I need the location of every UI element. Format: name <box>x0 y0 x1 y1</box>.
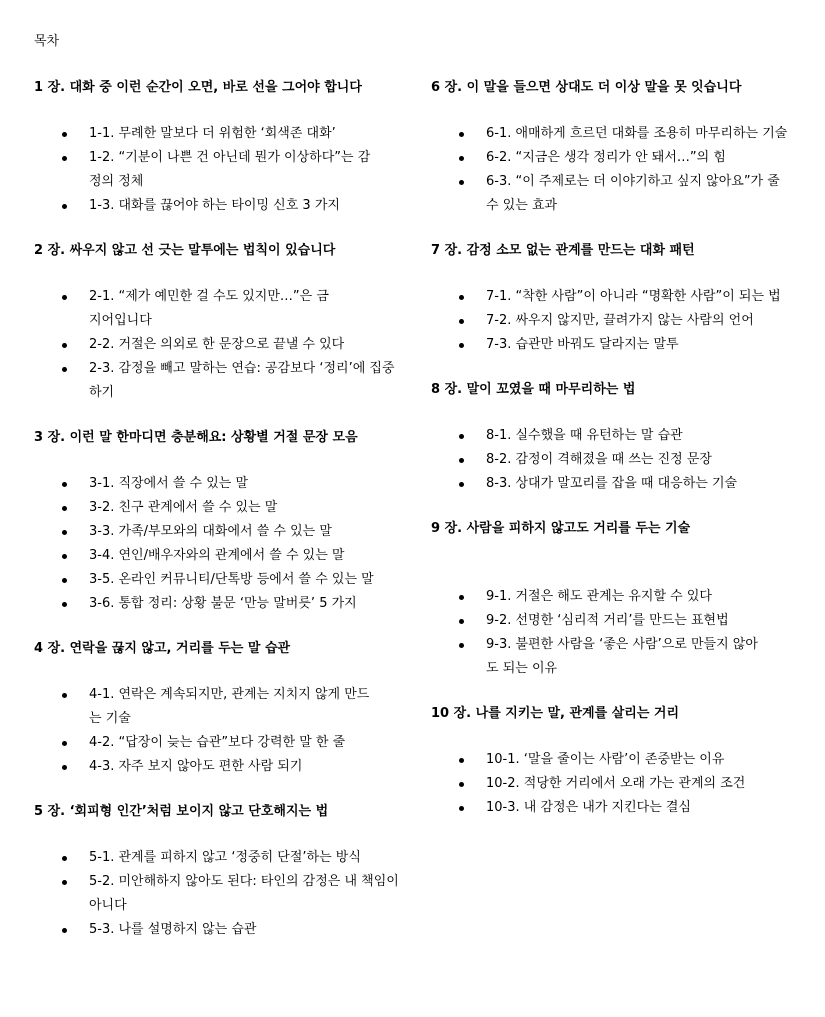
toc-item-text: 1-2. “기분이 나쁜 건 아닌데 뭔가 이상하다”는 감정의 정체 <box>89 150 371 189</box>
toc-item-text: 5-2. 미안해하지 않아도 된다: 타인의 감정은 내 책임이 아니다 <box>89 874 399 913</box>
toc-item-text: 1-1. 무례한 말보다 더 위험한 ‘회색존 대화’ <box>89 126 336 141</box>
bullet-icon <box>62 741 67 746</box>
toc-item-text: 9-1. 거절은 해도 관계는 유지할 수 있다 <box>486 589 712 604</box>
toc-item-text: 10-2. 적당한 거리에서 오래 가는 관계의 조건 <box>486 776 746 791</box>
toc-item <box>431 585 796 609</box>
chapter-6 <box>431 76 801 218</box>
toc-item-text: 8-1. 실수했을 때 유턴하는 말 습관 <box>486 428 683 443</box>
toc-item <box>431 772 816 796</box>
bullet-icon <box>459 319 464 324</box>
bullet-icon <box>459 458 464 463</box>
toc-item-text: 10-3. 내 감정은 내가 지킨다는 결심 <box>486 800 691 815</box>
toc-item <box>431 633 766 681</box>
bullet-icon <box>459 782 464 787</box>
bullet-icon <box>459 295 464 300</box>
toc-item <box>34 496 399 520</box>
chapter-10 <box>431 702 801 820</box>
chapter-9 <box>431 517 801 681</box>
chapter-title: 6 장. 이 말을 들으면 상대도 더 이상 말을 못 잇습니다 <box>431 80 742 95</box>
bullet-icon <box>459 482 464 487</box>
toc-item-text: 4-2. “답장이 늦는 습관”보다 강력한 말 한 줄 <box>89 735 346 750</box>
toc-item <box>34 285 339 333</box>
bullet-icon <box>459 758 464 763</box>
toc-item-text: 8-2. 감정이 격해졌을 때 쓰는 진정 문장 <box>486 452 712 467</box>
toc-item-text: 2-3. 감정을 빼고 말하는 연습: 공감보다 ‘정리’에 집중하기 <box>89 361 395 400</box>
bullet-icon <box>459 156 464 161</box>
toc-item-text: 3-4. 연인/배우자와의 관계에서 쓸 수 있는 말 <box>89 548 345 563</box>
toc-item <box>431 285 796 309</box>
chapter-title: 8 장. 말이 꼬였을 때 마무리하는 법 <box>431 382 636 397</box>
toc-item-text: 7-3. 습관만 바꿔도 달라지는 말투 <box>486 337 679 352</box>
chapter-4 <box>34 637 404 779</box>
toc-title: 목차 <box>34 34 60 49</box>
chapter-3 <box>34 426 404 616</box>
bullet-icon <box>62 578 67 583</box>
toc-item-text: 3-3. 가족/부모와의 대화에서 쓸 수 있는 말 <box>89 524 332 539</box>
bullet-icon <box>459 343 464 348</box>
chapter-2 <box>34 239 404 405</box>
chapter-items <box>431 585 801 681</box>
bullet-icon <box>62 506 67 511</box>
bullet-icon <box>62 765 67 770</box>
bullet-icon <box>459 180 464 185</box>
bullet-icon <box>62 295 67 300</box>
toc-item <box>34 472 399 496</box>
toc-item <box>431 170 796 218</box>
chapter-8 <box>431 378 801 496</box>
toc-item-text: 9-2. 선명한 ‘심리적 거리’를 만드는 표현법 <box>486 613 729 628</box>
toc-item <box>34 731 399 755</box>
chapter-title: 1 장. 대화 중 이런 순간이 오면, 바로 선을 그어야 합니다 <box>34 80 362 95</box>
toc-item-text: 9-3. 불편한 사람을 ‘좋은 사람’으로 만들지 않아도 되는 이유 <box>486 637 758 676</box>
bullet-icon <box>459 595 464 600</box>
toc-item <box>431 796 816 820</box>
toc-item <box>431 448 796 472</box>
toc-item <box>34 333 399 357</box>
bullet-icon <box>62 367 67 372</box>
toc-item <box>431 748 816 772</box>
bullet-icon <box>459 132 464 137</box>
bullet-icon <box>62 156 67 161</box>
bullet-icon <box>459 619 464 624</box>
chapter-5 <box>34 800 404 942</box>
toc-item <box>34 568 399 592</box>
chapter-title: 9 장. 사람을 피하지 않고도 거리를 두는 기술 <box>431 521 691 536</box>
bullet-icon <box>62 343 67 348</box>
chapter-items <box>431 285 801 357</box>
toc-item <box>34 122 379 146</box>
toc-item <box>34 592 399 616</box>
bullet-icon <box>459 434 464 439</box>
toc-item <box>431 424 796 448</box>
toc-right-column <box>431 76 801 841</box>
chapter-items <box>34 122 404 218</box>
bullet-icon <box>459 806 464 811</box>
bullet-icon <box>459 643 464 648</box>
bullet-icon <box>62 602 67 607</box>
toc-item <box>431 333 796 357</box>
toc-item-text: 6-3. “이 주제로는 더 이야기하고 싶지 않아요”가 줄 수 있는 효과 <box>486 174 780 213</box>
toc-item <box>431 609 796 633</box>
toc-item <box>431 472 796 496</box>
toc-item <box>34 520 399 544</box>
toc-item <box>431 122 796 146</box>
toc-item <box>34 146 379 194</box>
toc-item-text: 2-2. 거절은 의외로 한 문장으로 끝낼 수 있다 <box>89 337 345 352</box>
toc-item <box>34 870 399 918</box>
chapter-items <box>431 424 801 496</box>
toc-item-text: 4-3. 자주 보지 않아도 편한 사람 되기 <box>89 759 303 774</box>
toc-item <box>34 357 399 405</box>
toc-item-text: 7-1. “착한 사람”이 아니라 “명확한 사람”이 되는 법 <box>486 289 781 304</box>
bullet-icon <box>62 554 67 559</box>
chapter-items <box>34 683 404 779</box>
toc-item-text: 2-1. “제가 예민한 걸 수도 있지만…”은 금지어입니다 <box>89 289 329 328</box>
toc-item-text: 3-5. 온라인 커뮤니티/단톡방 등에서 쓸 수 있는 말 <box>89 572 374 587</box>
toc-item <box>34 544 399 568</box>
bullet-icon <box>62 880 67 885</box>
chapter-title: 4 장. 연락을 끊지 않고, 거리를 두는 말 습관 <box>34 641 291 656</box>
toc-item <box>34 683 374 731</box>
toc-item-text: 6-1. 애매하게 흐르던 대화를 조용히 마무리하는 기술 <box>486 126 788 141</box>
toc-item <box>34 194 379 218</box>
toc-left-column <box>34 76 404 963</box>
bullet-icon <box>62 928 67 933</box>
bullet-icon <box>62 482 67 487</box>
bullet-icon <box>62 856 67 861</box>
toc-item <box>431 309 796 333</box>
chapter-items <box>34 846 404 942</box>
chapter-title: 2 장. 싸우지 않고 선 긋는 말투에는 법칙이 있습니다 <box>34 243 336 258</box>
toc-item-text: 3-2. 친구 관계에서 쓸 수 있는 말 <box>89 500 278 515</box>
bullet-icon <box>62 530 67 535</box>
chapter-title: 3 장. 이런 말 한마디면 충분해요: 상황별 거절 문장 모음 <box>34 430 358 445</box>
toc-item-text: 1-3. 대화를 끊어야 하는 타이밍 신호 3 가지 <box>89 198 340 213</box>
chapter-7 <box>431 239 801 357</box>
toc-item-text: 4-1. 연락은 계속되지만, 관계는 지치지 않게 만드는 기술 <box>89 687 370 726</box>
chapter-items <box>431 748 801 820</box>
chapter-title: 5 장. ‘회피형 인간’처럼 보이지 않고 단호해지는 법 <box>34 804 329 819</box>
chapter-title: 7 장. 감정 소모 없는 관계를 만드는 대화 패턴 <box>431 243 695 258</box>
chapter-1 <box>34 76 404 218</box>
chapter-items <box>34 285 404 405</box>
toc-item-text: 6-2. “지금은 생각 정리가 안 돼서…”의 힘 <box>486 150 726 165</box>
chapter-title: 10 장. 나를 지키는 말, 관계를 살리는 거리 <box>431 706 680 721</box>
bullet-icon <box>62 693 67 698</box>
chapter-items <box>431 122 801 218</box>
toc-item <box>34 755 399 779</box>
chapter-items <box>34 472 404 616</box>
bullet-icon <box>62 132 67 137</box>
bullet-icon <box>62 204 67 209</box>
toc-item-text: 3-1. 직장에서 쓸 수 있는 말 <box>89 476 249 491</box>
toc-item <box>34 918 399 942</box>
toc-item <box>34 846 399 870</box>
toc-item-text: 10-1. ‘말을 줄이는 사람’이 존중받는 이유 <box>486 752 725 767</box>
toc-item-text: 5-3. 나를 설명하지 않는 습관 <box>89 922 257 937</box>
toc-item-text: 8-3. 상대가 말꼬리를 잡을 때 대응하는 기술 <box>486 476 738 491</box>
toc-item-text: 7-2. 싸우지 않지만, 끌려가지 않는 사람의 언어 <box>486 313 754 328</box>
toc-item <box>431 146 796 170</box>
toc-item-text: 3-6. 통합 정리: 상황 불문 ‘만능 말버릇’ 5 가지 <box>89 596 357 611</box>
toc-item-text: 5-1. 관계를 피하지 않고 ‘정중히 단절’하는 방식 <box>89 850 361 865</box>
